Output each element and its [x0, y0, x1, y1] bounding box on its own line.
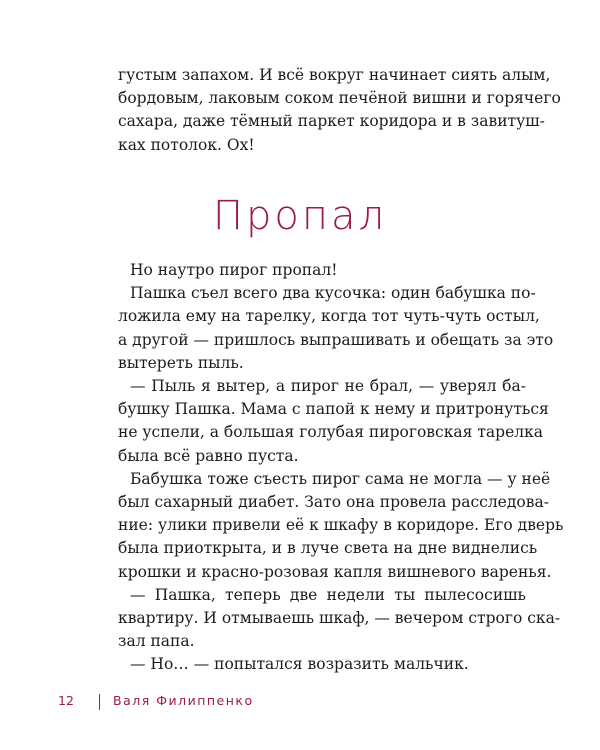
text-line: зал папа.	[118, 632, 195, 651]
footer-divider	[99, 694, 100, 710]
chapter-title: Пропал	[212, 193, 388, 239]
text-line: квартиру. И отмываешь шкаф, — вечером строго ска-	[118, 609, 561, 628]
running-footer-author: Валя Филиппенко	[113, 693, 254, 708]
text-line: — Пыль я вытер, а пирог не брал, — уверял ба-	[130, 377, 526, 396]
page-number: 12	[58, 693, 74, 708]
text-line: вытереть пыль.	[118, 353, 244, 372]
text-line: — Пашка, теперь две недели ты пылесосишь	[130, 585, 526, 604]
intro-paragraph	[118, 64, 561, 157]
text-line: была всё равно пуста.	[118, 446, 299, 465]
text-line: ках потолок. Ох!	[118, 135, 255, 154]
text-line: густым запахом. И всё вокруг начинает сиять алым,	[118, 66, 551, 84]
text-line: Бабушка тоже съесть пирог сама не могла — у неё	[130, 469, 551, 488]
text-line: не успели, а большая голубая пироговская тарелка	[118, 423, 544, 442]
text-line: ложила ему на тарелку, когда тот чуть-чуть остыл,	[118, 307, 540, 326]
text-line: — Но… — попытался возразить мальчик.	[130, 655, 469, 674]
text-line: а другой — пришлось выпрашивать и обещать за это	[118, 330, 554, 349]
text-line: бордовым, лаковым соком печёной вишни и горячего	[118, 89, 561, 108]
text-line: был сахарный диабет. Зато она провела расследова-	[118, 493, 549, 512]
text-line: крошки и красно-розовая капля вишневого варенья.	[118, 562, 552, 581]
text-line: сахара, даже тёмный паркет коридора и в завитуш-	[118, 112, 545, 131]
chapter-body	[118, 259, 564, 677]
text-line: была приоткрыта, и в луче света на дне виднелись	[118, 539, 538, 558]
text-line: Но наутро пирог пропал!	[130, 261, 338, 279]
text-line: ние: улики привели её к шкафу в коридоре. Его дверь	[118, 516, 564, 535]
text-line: бушку Пашка. Мама с папой к нему и притронуться	[118, 400, 549, 419]
text-line: Пашка съел всего два кусочка: один бабушка по-	[130, 284, 536, 303]
